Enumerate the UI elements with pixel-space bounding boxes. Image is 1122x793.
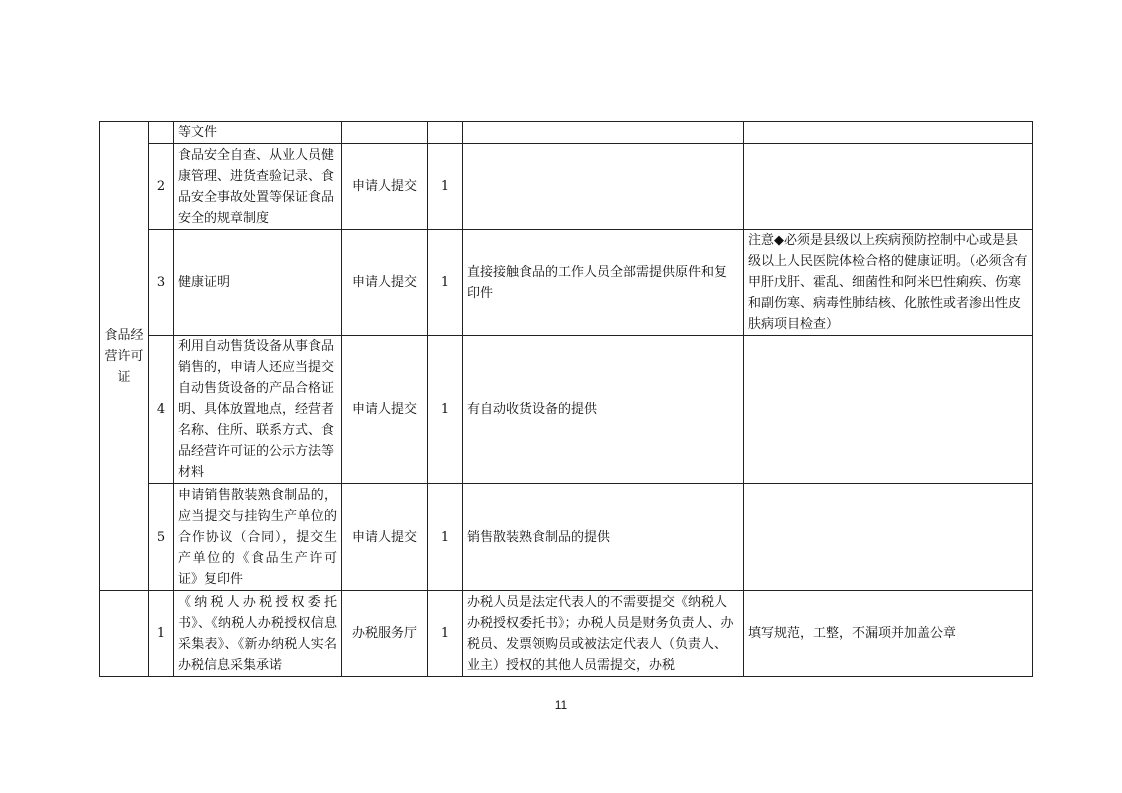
- category-cell: [100, 591, 149, 677]
- note-cell: 填写规范，工整，不漏项并加盖公章: [744, 591, 1033, 677]
- note-cell: 注意◆必须是县级以上疾病预防控制中心或是县级以上人民医院体检合格的健康证明。（必须含有甲肝戊肝、霍乱、细菌性和阿米巴性痢疾、伤寒和副伤寒、病毒性肺结核、化脓性或者渗出性皮肤病项目检查）: [744, 230, 1033, 336]
- requirements-table: [99, 121, 1033, 677]
- source-cell: 申请人提交: [342, 144, 428, 230]
- description-cell: 办税人员是法定代表人的不需要提交《纳税人办税授权委托书》；办税人员是财务负责人、办税员、发票领购员或被法定代表人（负责人、业主）授权的其他人员需提交，办税: [463, 591, 744, 677]
- count-cell: [428, 122, 463, 144]
- row-number: 4: [149, 336, 174, 484]
- count-cell: 1: [428, 144, 463, 230]
- note-cell: [744, 484, 1033, 591]
- table-row: [100, 122, 1033, 144]
- page-number: 11: [554, 698, 568, 712]
- material-cell: 申请销售散装熟食制品的，应当提交与挂钩生产单位的合作协议（合同），提交生产单位的《食品生产许可证》复印件: [174, 484, 342, 591]
- material-cell: 《纳税人办税授权委托书》、《纳税人办税授权信息采集表》、《新办纳税人实名办税信息采集承诺: [174, 591, 342, 677]
- material-cell: 利用自动售货设备从事食品销售的，申请人还应当提交自动售货设备的产品合格证明、具体放置地点，经营者名称、住所、联系方式、食品经营许可证的公示方法等材料: [174, 336, 342, 484]
- category-cell: [100, 122, 149, 591]
- note-cell: [744, 336, 1033, 484]
- source-cell: [342, 122, 428, 144]
- note-cell: [744, 122, 1033, 144]
- row-number: 3: [149, 230, 174, 336]
- source-cell: 申请人提交: [342, 336, 428, 484]
- count-cell: 1: [428, 230, 463, 336]
- row-number: 1: [149, 591, 174, 677]
- description-cell: 有自动收货设备的提供: [463, 336, 744, 484]
- count-cell: 1: [428, 591, 463, 677]
- row-number: [149, 122, 174, 144]
- description-cell: [463, 144, 744, 230]
- source-cell: 申请人提交: [342, 230, 428, 336]
- table-row: [100, 230, 1033, 336]
- description-cell: 直接接触食品的工作人员全部需提供原件和复印件: [463, 230, 744, 336]
- description-cell: [463, 122, 744, 144]
- category-label: 食品经营许可证: [104, 327, 144, 385]
- row-number: 2: [149, 144, 174, 230]
- material-cell: 食品安全自查、从业人员健康管理、进货查验记录、食品安全事故处置等保证食品安全的规章制度: [174, 144, 342, 230]
- count-cell: 1: [428, 336, 463, 484]
- description-cell: 销售散装熟食制品的提供: [463, 484, 744, 591]
- table-row: [100, 144, 1033, 230]
- note-cell: [744, 144, 1033, 230]
- material-cell: 等文件: [174, 122, 342, 144]
- table-row: [100, 591, 1033, 677]
- row-number: 5: [149, 484, 174, 591]
- source-cell: 申请人提交: [342, 484, 428, 591]
- table-row: [100, 336, 1033, 484]
- table-row: [100, 484, 1033, 591]
- count-cell: 1: [428, 484, 463, 591]
- source-cell: 办税服务厅: [342, 591, 428, 677]
- material-cell: 健康证明: [174, 230, 342, 336]
